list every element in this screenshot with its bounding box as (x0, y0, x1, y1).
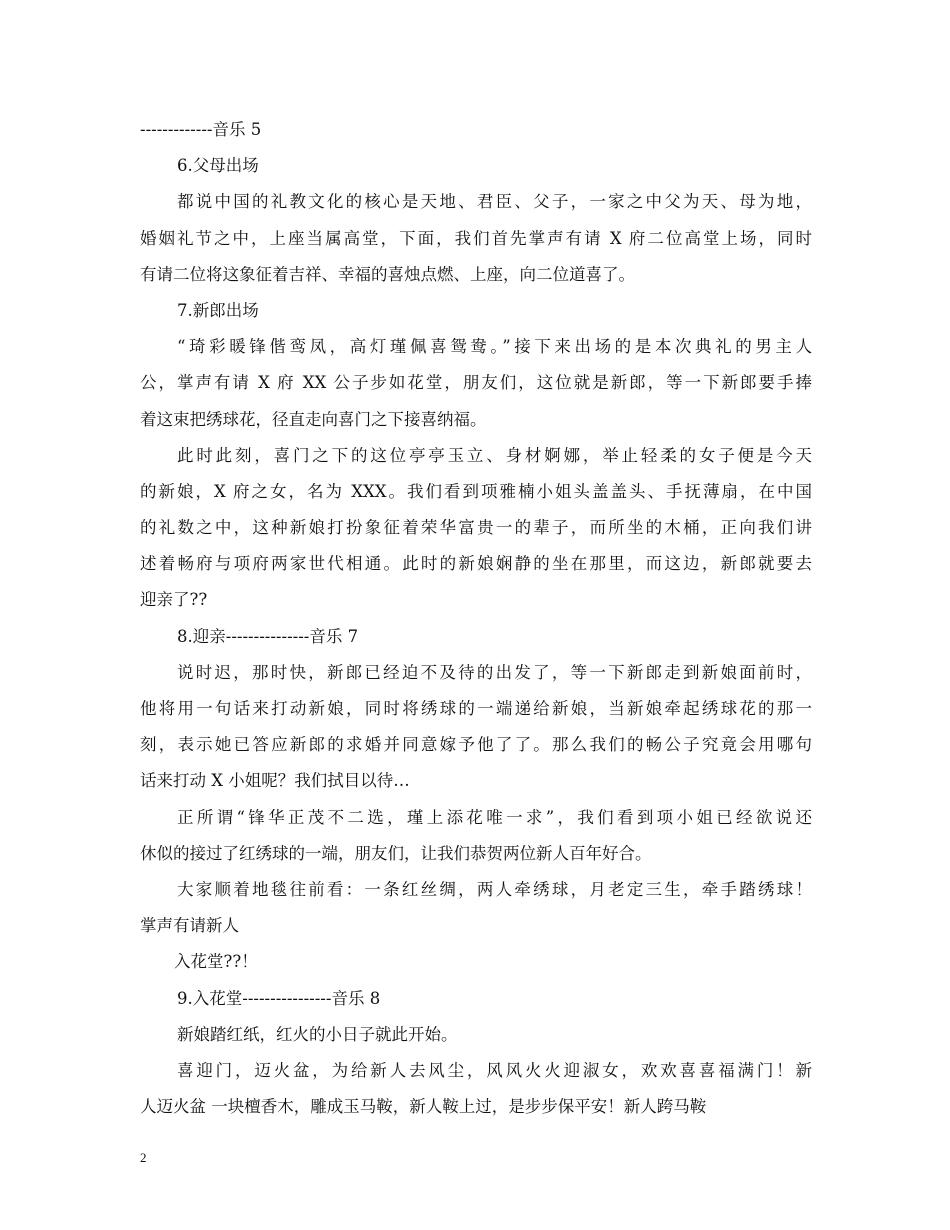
page-number: 2 (140, 1150, 147, 1165)
document-body (140, 112, 812, 1125)
text-line: -------------音乐 5 (140, 120, 262, 139)
text-line: 大家顺着地毯往前看：一条红丝绸，两人牵绣球，月老定三生，牵手踏绣球！ (177, 879, 812, 899)
text-line: 公，掌声有请 X 府 XX 公子步如花堂，朋友们，这位就是新郎，等一下新郎要手捧 (140, 373, 812, 393)
text-line: 新娘踏红纸，红火的小日子就此开始。 (177, 1024, 458, 1044)
text-line: 婚姻礼节之中，上座当属高堂，下面，我们首先掌声有请 X 府二位高堂上场，同时 (140, 228, 812, 248)
text-line: 有请二位将这象征着吉祥、幸福的喜烛点燃、上座，向二位道喜了。 (140, 264, 635, 284)
text-line: “琦彩暖锋偕鸾凤，高灯瑾佩喜鸳鸯。”接下来出场的是本次典礼的男主人 (177, 337, 812, 357)
text-line: 的新娘，X 府之女，名为 XXX。我们看到项雅楠小姐头盖盖头、手抚薄扇，在中国 (140, 481, 812, 501)
text-line: 正所谓“锋华正茂不二选，瑾上添花唯一求”，我们看到项小姐已经欲说还 (177, 807, 812, 827)
text-line: 此时此刻，喜门之下的这位亭亭玉立、身材婀娜，举止轻柔的女子便是今天 (177, 445, 812, 465)
text-line: 喜迎门，迈火盆，为给新人去风尘，风风火火迎淑女，欢欢喜喜福满门！新 (177, 1060, 812, 1080)
text-line: 人迈火盆 一块檀香木，雕成玉马鞍，新人鞍上过，是步步保平安！新人跨马鞍 (140, 1097, 707, 1117)
text-line: 8.迎亲---------------音乐 7 (177, 626, 359, 646)
text-line: 休似的接过了红绣球的一端，朋友们，让我们恭贺两位新人百年好合。 (140, 843, 652, 863)
text-line: 6.父母出场 (177, 156, 259, 176)
text-line: 着这束把绣球花，径直走向喜门之下接喜纳福。 (140, 409, 487, 429)
text-line: 述着畅府与项府两家世代相通。此时的新娘娴静的坐在那里，而这边，新郎就要去 (140, 554, 812, 574)
text-line: 9.入花堂----------------音乐 8 (177, 988, 381, 1008)
text-line: 刻，表示她已答应新郎的求婚并同意嫁予他了了。那么我们的畅公子究竟会用哪句 (140, 735, 812, 755)
text-line: 说时迟，那时快，新郎已经迫不及待的出发了，等一下新郎走到新娘面前时， (177, 662, 812, 682)
text-line: 迎亲了?? (140, 590, 208, 610)
text-line: 他将用一句话来打动新娘，同时将绣球的一端递给新娘，当新娘牵起绣球花的那一 (140, 699, 812, 718)
text-line: 掌声有请新人 (140, 916, 239, 936)
text-line: 都说中国的礼教文化的核心是天地、君臣、父子，一家之中父为天、母为地， (177, 192, 812, 212)
text-line: 7.新郎出场 (177, 300, 259, 320)
text-line: 入花堂??！ (174, 952, 258, 972)
text-line: 的礼数之中，这种新娘打扮象征着荣华富贵一的辈子，而所坐的木桶，正向我们讲 (140, 518, 812, 538)
text-line: 话来打动 X 小姐呢？我们拭目以待… (140, 771, 410, 791)
